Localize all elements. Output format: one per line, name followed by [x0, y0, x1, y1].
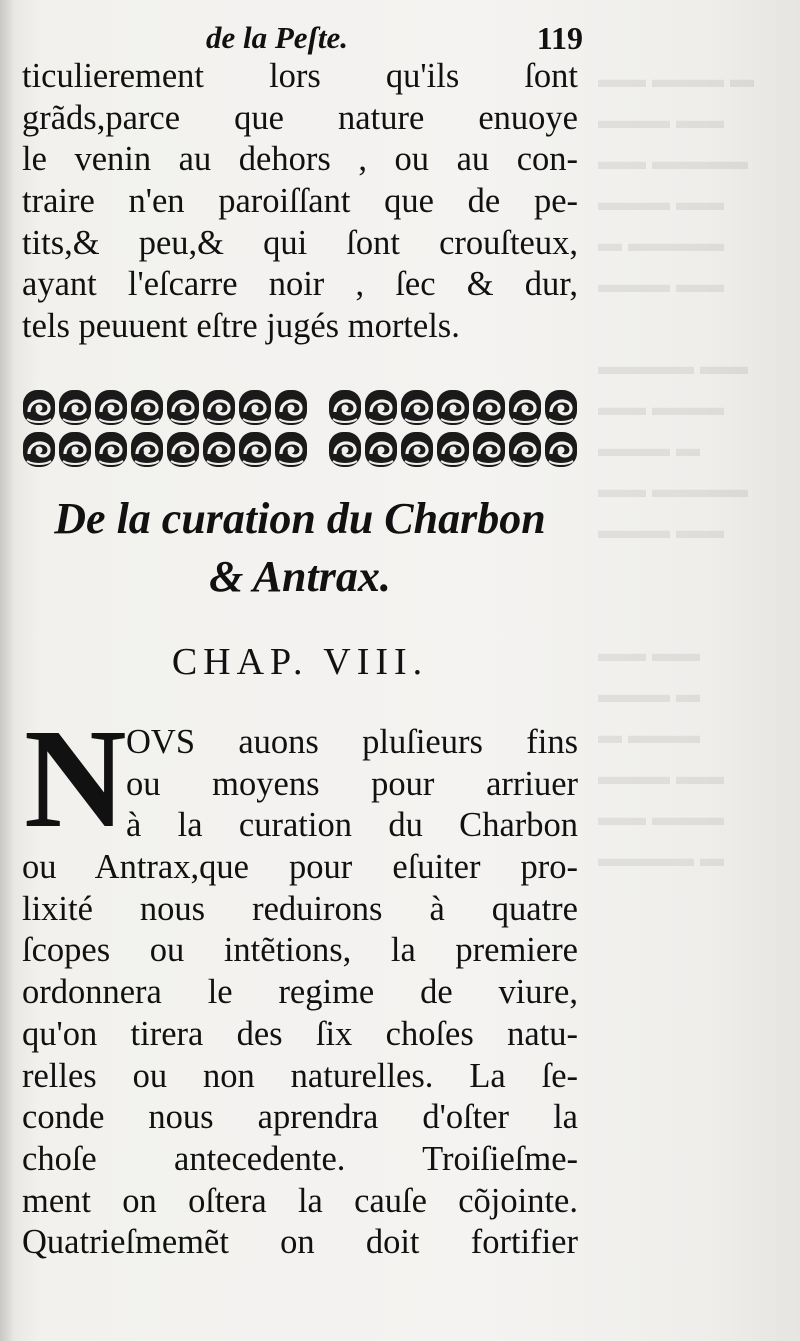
text-line: conde nous aprendra d'oſter la [22, 1098, 578, 1137]
text-line: relles ou non naturelles. La ſe- [22, 1056, 578, 1095]
text-line: grãds,parce que nature enuoye [22, 98, 578, 137]
running-title: de la Peſte. [206, 20, 349, 55]
text-line: le venin au dehors , ou au con- [22, 140, 578, 179]
text-line: lixité nous reduirons à quatre [22, 889, 578, 928]
chapter-body [22, 722, 578, 1264]
chapter-title-line: De la curation du Charbon [54, 494, 546, 543]
text-line: choſe antecedente. Troiſieſme- [22, 1139, 578, 1178]
text-line: tels peuuent eſtre jugés mortels. [22, 307, 460, 346]
text-line: tits,& peu,& qui ſont crouſteux, [22, 223, 578, 262]
text-line: ayant l'eſcarre noir , ſec & dur, [22, 265, 578, 304]
text-line: ment on oſtera la cauſe cõjointe. [22, 1181, 578, 1220]
chapter-title-line: & Antrax. [209, 552, 391, 601]
page-number: 119 [536, 20, 583, 56]
text-line: ou Antrax,que pour eſuiter pro- [22, 848, 578, 887]
text-line: qu'on tirera des ſix choſes natu- [22, 1014, 578, 1053]
chapter-title [0, 490, 600, 606]
text-line: Quatrieſmemẽt on doit fortifier [22, 1223, 578, 1262]
text-line: ou moyens pour arriuer [126, 764, 578, 803]
drop-cap: N [24, 699, 127, 857]
text-line: à la curation du Charbon [126, 806, 578, 845]
text-line: ordonnera le regime de viure, [22, 973, 578, 1012]
bleed-through-texture: ▬▬ ▬▬▬ ▬ ▬▬▬ ▬▬ ▬▬ ▬▬▬▬ ▬▬▬ ▬▬ ▬ ▬▬▬▬ ▬▬▬ ▬▬ ▬▬▬▬ ▬▬ ▬▬ ▬▬▬ ▬▬▬ ▬ ▬▬ ▬▬▬▬ ▬▬▬ ▬▬ ▬▬ ▬▬ ▬▬▬ ▬ ▬ ▬▬▬ ▬▬▬ ▬▬ ▬▬ ▬▬▬ ▬▬▬▬ ▬ [598, 67, 754, 872]
fleuron-ornament-band [22, 386, 578, 472]
text-line: ticulierement lors qu'ils ſont [22, 57, 578, 95]
text-line: ſcopes ou intẽtions, la premiere [22, 931, 578, 970]
text-line: OVS auons pluſieurs fins [126, 723, 578, 761]
continuation-paragraph [22, 56, 578, 348]
chapter-number: CHAP. VIII. [171, 641, 429, 683]
text-line: traire n'en paroiſſant que de pe- [22, 182, 578, 221]
